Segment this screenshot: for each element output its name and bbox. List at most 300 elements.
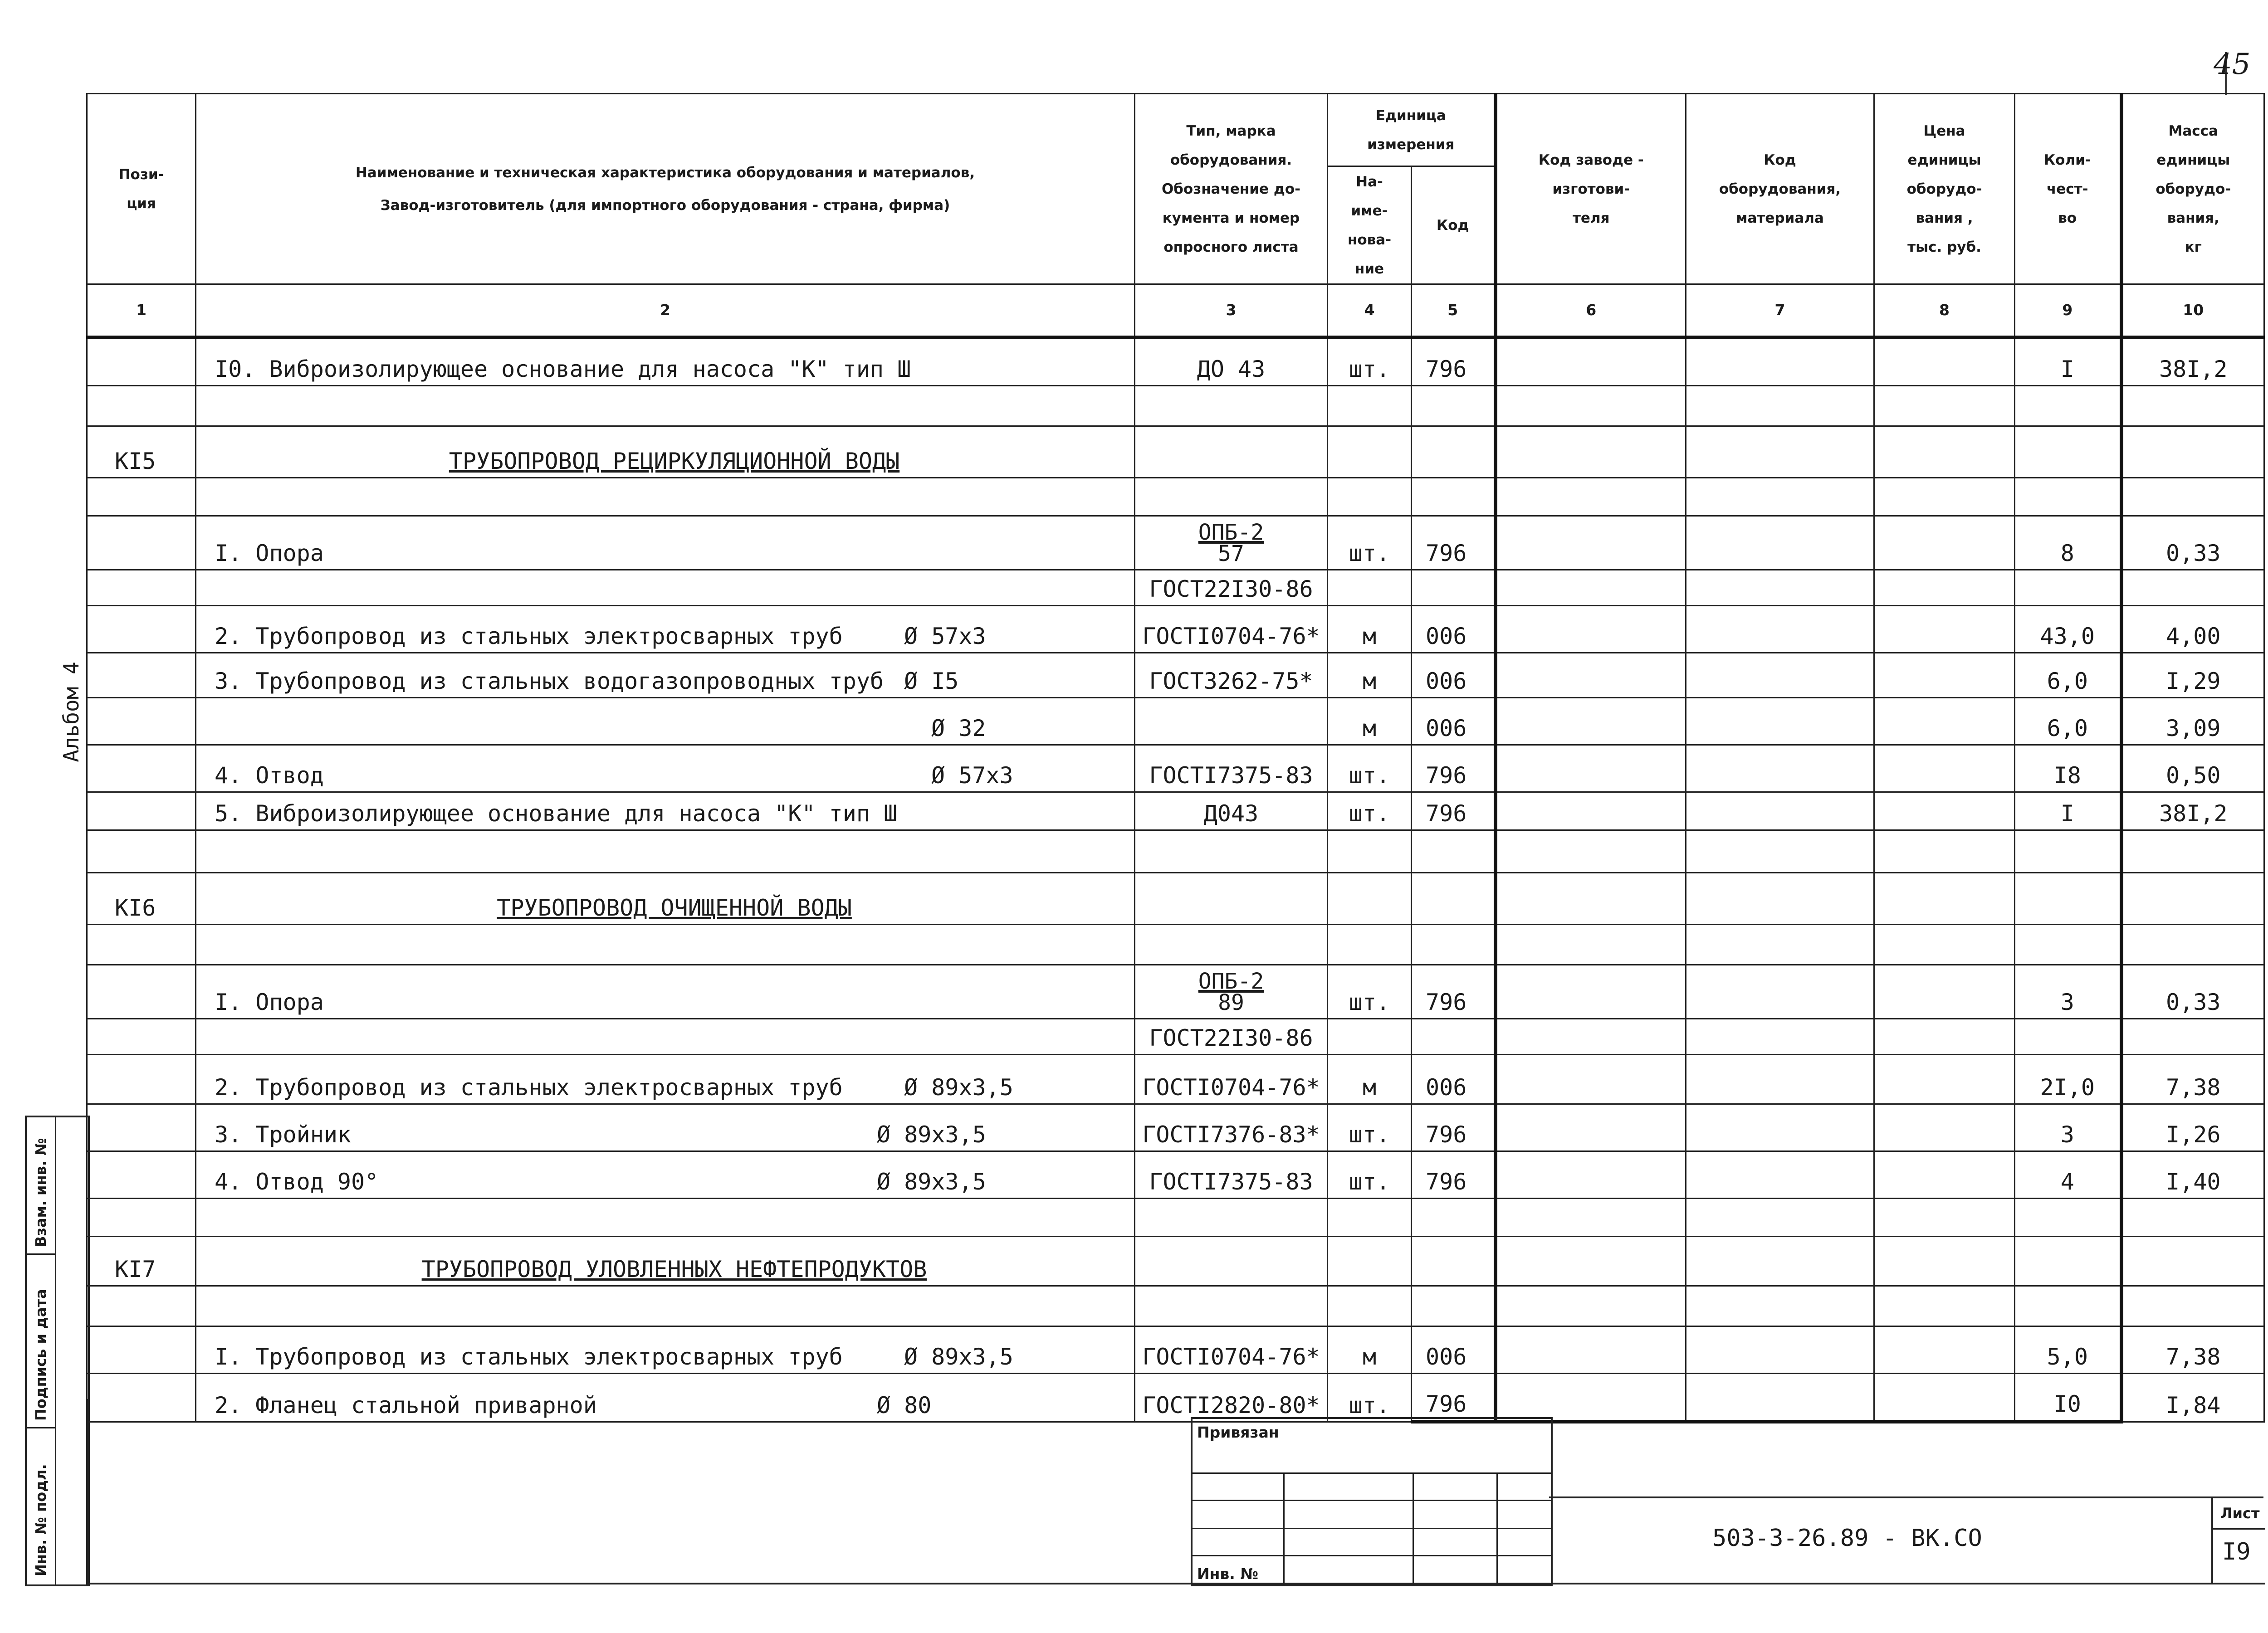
mark-cell: ГОСТI0704-76* <box>1135 1326 1328 1374</box>
position-cell <box>87 1019 196 1055</box>
quantity-cell: 4 <box>2015 1151 2121 1199</box>
maker-code-cell <box>1496 873 1686 925</box>
code-cell: 796 <box>1412 337 1496 386</box>
code-cell: 006 <box>1412 606 1496 653</box>
name-cell <box>196 698 1135 745</box>
mass-cell: 38I,2 <box>2121 337 2264 386</box>
item-name: ТРУБОПРОВОД ОЧИЩЕННОЙ ВОДЫ <box>497 895 852 921</box>
quantity-cell <box>2015 1286 2121 1326</box>
code-cell <box>1412 570 1496 606</box>
quantity-cell: 3 <box>2015 1104 2121 1151</box>
equipment-code-cell <box>1686 1019 1874 1055</box>
mass-cell <box>2121 873 2264 925</box>
maker-code-cell <box>1496 1199 1686 1237</box>
header-unit-mass <box>2121 94 2264 284</box>
column-number: 3 <box>1135 284 1328 338</box>
header-line: Код заводе - <box>1538 151 1644 168</box>
support-mark-fraction <box>1198 522 1264 564</box>
position-cell <box>87 1104 196 1151</box>
maker-code-cell <box>1496 426 1686 478</box>
sheet-box <box>2211 1497 2265 1583</box>
name-cell <box>196 386 1135 426</box>
name-cell <box>196 830 1135 873</box>
quantity-cell <box>2015 386 2121 426</box>
position-cell <box>87 337 196 386</box>
mass-cell: 38I,2 <box>2121 792 2264 830</box>
code-cell: 796 <box>1412 1374 1496 1422</box>
table-body <box>87 337 2264 1422</box>
fraction-numerator: ОПБ-2 <box>1198 969 1264 994</box>
column-number: 10 <box>2121 284 2264 338</box>
mass-cell: 7,38 <box>2121 1326 2264 1374</box>
quantity-cell <box>2015 830 2121 873</box>
quantity-cell: 8 <box>2015 516 2121 570</box>
quantity-cell <box>2015 426 2121 478</box>
position-cell <box>87 965 196 1019</box>
fraction-numerator: ОПБ-2 <box>1198 520 1264 545</box>
mass-cell: 7,38 <box>2121 1055 2264 1104</box>
section-row <box>87 426 2264 478</box>
equipment-code-cell <box>1686 1237 1874 1286</box>
header-unit-name <box>1328 166 1412 284</box>
header-line: измерения <box>1367 136 1455 153</box>
code-cell <box>1412 426 1496 478</box>
section-row <box>87 1237 2264 1286</box>
position-cell: KI7 <box>87 1237 196 1286</box>
header-line: Масса <box>2168 122 2218 139</box>
column-number: 7 <box>1686 284 1874 338</box>
mass-cell: 0,33 <box>2121 965 2264 1019</box>
table-row <box>87 386 2264 426</box>
name-cell <box>196 965 1135 1019</box>
mass-cell <box>2121 426 2264 478</box>
header-line: оборудования. <box>1170 151 1292 168</box>
quantity-cell: 43,0 <box>2015 606 2121 653</box>
price-cell <box>1874 337 2015 386</box>
maker-code-cell <box>1496 1286 1686 1326</box>
header-line: нова- <box>1347 231 1392 248</box>
mark-cell: ГОСТ22I30-86 <box>1135 570 1328 606</box>
side-stamp-signature: Подпись и дата <box>32 1289 49 1421</box>
position-cell: KI5 <box>87 426 196 478</box>
code-cell <box>1412 925 1496 965</box>
page-number: 45 <box>2214 48 2251 81</box>
header-quantity <box>2015 94 2121 284</box>
table-row <box>87 1199 2264 1237</box>
quantity-cell: I0 <box>2015 1374 2121 1422</box>
code-cell <box>1412 1199 1496 1237</box>
diameter-label: Ø 57х3 <box>904 623 986 649</box>
equipment-code-cell <box>1686 1151 1874 1199</box>
equipment-code-cell <box>1686 478 1874 516</box>
price-cell <box>1874 1055 2015 1104</box>
table-row <box>87 478 2264 516</box>
unit-cell: шт. <box>1328 516 1412 570</box>
mark-cell <box>1135 873 1328 925</box>
specification-table <box>86 93 2265 1423</box>
price-cell <box>1874 965 2015 1019</box>
mark-cell <box>1135 1286 1328 1326</box>
mark-cell <box>1135 1237 1328 1286</box>
item-name: ТРУБОПРОВОД УЛОВЛЕННЫХ НЕФТЕПРОДУКТОВ <box>421 1256 927 1282</box>
side-stamp-cell <box>27 1255 55 1428</box>
maker-code-cell <box>1496 830 1686 873</box>
mark-cell: ГОСТI0704-76* <box>1135 606 1328 653</box>
header-line: име- <box>1351 202 1388 219</box>
quantity-cell <box>2015 478 2121 516</box>
unit-cell: шт. <box>1328 1151 1412 1199</box>
mass-cell <box>2121 386 2264 426</box>
code-cell: 796 <box>1412 792 1496 830</box>
binding-label: Привязан <box>1197 1423 1279 1441</box>
maker-code-cell <box>1496 792 1686 830</box>
item-name: I. Опора <box>215 540 324 566</box>
header-line: вания , <box>1916 210 1973 226</box>
maker-code-cell <box>1496 698 1686 745</box>
unit-cell <box>1328 873 1412 925</box>
position-cell <box>87 745 196 792</box>
mass-cell: I,84 <box>2121 1374 2264 1422</box>
unit-cell: м <box>1328 1326 1412 1374</box>
header-line: Пози- <box>118 166 164 183</box>
name-cell <box>196 653 1135 698</box>
header-unit-group <box>1328 94 1496 166</box>
position-cell <box>87 925 196 965</box>
header-position <box>87 94 196 284</box>
position-cell <box>87 1286 196 1326</box>
sheet-number: I9 <box>2222 1538 2251 1565</box>
table-row <box>87 1055 2264 1104</box>
header-line: оборудования, <box>1719 180 1841 197</box>
name-cell <box>196 745 1135 792</box>
name-cell <box>196 1199 1135 1237</box>
header-line: чест- <box>2047 180 2088 197</box>
item-name: 2. Фланец стальной приварной <box>215 1392 597 1419</box>
header-line: изготови- <box>1552 180 1630 197</box>
equipment-code-cell <box>1686 1055 1874 1104</box>
diameter-label: Ø 32 <box>931 715 986 741</box>
name-cell <box>196 606 1135 653</box>
column-number: 8 <box>1874 284 2015 338</box>
mark-cell <box>1135 1199 1328 1237</box>
mass-cell <box>2121 1237 2264 1286</box>
table-row <box>87 516 2264 570</box>
mark-cell: ГОСТ22I30-86 <box>1135 1019 1328 1055</box>
code-cell: 796 <box>1412 516 1496 570</box>
side-stamp-replaces: Взам. инв. № <box>32 1138 49 1247</box>
position-cell <box>87 792 196 830</box>
position-cell <box>87 698 196 745</box>
equipment-code-cell <box>1686 745 1874 792</box>
unit-cell <box>1328 478 1412 516</box>
unit-cell <box>1328 1019 1412 1055</box>
diameter-label: Ø 89х3,5 <box>904 1074 1013 1101</box>
mark-cell: ГОСТI7375-83 <box>1135 745 1328 792</box>
binding-rule <box>1193 1472 1551 1474</box>
binding-rule <box>1496 1474 1498 1584</box>
code-cell: 006 <box>1412 698 1496 745</box>
price-cell <box>1874 698 2015 745</box>
price-cell <box>1874 606 2015 653</box>
position-cell <box>87 570 196 606</box>
position-cell <box>87 386 196 426</box>
quantity-cell: 6,0 <box>2015 653 2121 698</box>
item-name: I0. Виброизолирующее основание для насоса "К" тип Ш <box>215 356 911 382</box>
code-cell <box>1412 1237 1496 1286</box>
mass-cell: 4,00 <box>2121 606 2264 653</box>
price-cell <box>1874 925 2015 965</box>
table-row <box>87 1019 2264 1055</box>
header-line: Цена <box>1923 122 1965 139</box>
maker-code-cell <box>1496 337 1686 386</box>
mark-cell <box>1135 965 1328 1019</box>
equipment-code-cell <box>1686 570 1874 606</box>
header-line: оборудо- <box>1906 180 1982 197</box>
price-cell <box>1874 1019 2015 1055</box>
equipment-code-cell <box>1686 1199 1874 1237</box>
name-cell <box>196 1326 1135 1374</box>
item-name: ТРУБОПРОВОД РЕЦИРКУЛЯЦИОННОЙ ВОДЫ <box>449 448 900 474</box>
quantity-cell <box>2015 873 2121 925</box>
binding-rule <box>1413 1474 1414 1584</box>
item-name: 4. Отвод <box>215 762 324 789</box>
side-stamp-divider <box>55 1117 56 1584</box>
section-title <box>196 1237 1135 1286</box>
quantity-cell: 6,0 <box>2015 698 2121 745</box>
quantity-cell: I <box>2015 337 2121 386</box>
side-stamp-original-inv: Инв. № подл. <box>32 1464 49 1576</box>
header-line: Обозначение до- <box>1161 180 1301 197</box>
price-cell <box>1874 1151 2015 1199</box>
header-line: во <box>2058 210 2077 226</box>
quantity-cell: 3 <box>2015 965 2121 1019</box>
maker-code-cell <box>1496 965 1686 1019</box>
mass-cell: I,29 <box>2121 653 2264 698</box>
position-cell <box>87 1151 196 1199</box>
code-cell <box>1412 873 1496 925</box>
equipment-code-cell <box>1686 386 1874 426</box>
table-row <box>87 792 2264 830</box>
price-cell <box>1874 873 2015 925</box>
unit-cell <box>1328 386 1412 426</box>
table-header <box>87 94 2264 338</box>
item-name: 3. Тройник <box>215 1121 352 1148</box>
code-cell: 796 <box>1412 1151 1496 1199</box>
header-line: Завод-изготовитель (для импортного оборудования - страна, фирма) <box>380 197 950 214</box>
price-cell <box>1874 1237 2015 1286</box>
code-cell <box>1412 386 1496 426</box>
name-cell <box>196 1286 1135 1326</box>
maker-code-cell <box>1496 1055 1686 1104</box>
column-number: 2 <box>196 284 1135 338</box>
table-row <box>87 965 2264 1019</box>
name-cell <box>196 570 1135 606</box>
quantity-cell: I <box>2015 792 2121 830</box>
side-stamp <box>25 1116 90 1586</box>
diameter-label: Ø I5 <box>904 668 959 694</box>
name-cell <box>196 1104 1135 1151</box>
mass-cell: I,26 <box>2121 1104 2264 1151</box>
inventory-label: Инв. № <box>1197 1565 1259 1583</box>
position-cell <box>87 653 196 698</box>
mass-cell: 0,33 <box>2121 516 2264 570</box>
table-row <box>87 1104 2264 1151</box>
side-stamp-cell <box>27 1428 55 1583</box>
table-row <box>87 1151 2264 1199</box>
price-cell <box>1874 653 2015 698</box>
equipment-code-cell <box>1686 792 1874 830</box>
item-name: I. Опора <box>215 989 324 1015</box>
quantity-cell <box>2015 925 2121 965</box>
header-line: кг <box>2185 239 2202 255</box>
position-cell <box>87 606 196 653</box>
header-line: ние <box>1354 260 1384 277</box>
name-cell <box>196 1151 1135 1199</box>
item-name: 2. Трубопровод из стальных электросварных труб <box>215 1074 843 1101</box>
unit-cell: м <box>1328 1055 1412 1104</box>
code-cell: 006 <box>1412 653 1496 698</box>
price-cell <box>1874 386 2015 426</box>
price-cell <box>1874 1104 2015 1151</box>
equipment-code-cell <box>1686 830 1874 873</box>
mass-cell <box>2121 1199 2264 1237</box>
maker-code-cell <box>1496 925 1686 965</box>
equipment-code-cell <box>1686 606 1874 653</box>
header-line: Код <box>1764 151 1796 168</box>
fraction-denominator: 89 <box>1218 990 1244 1015</box>
header-equipment-code <box>1686 94 1874 284</box>
sheet-label: Лист <box>2220 1505 2260 1522</box>
diameter-label: Ø 80 <box>877 1392 932 1419</box>
column-number: 1 <box>87 284 196 338</box>
position-cell <box>87 516 196 570</box>
column-number: 9 <box>2015 284 2121 338</box>
maker-code-cell <box>1496 516 1686 570</box>
unit-cell: шт. <box>1328 792 1412 830</box>
header-unit-code: Код <box>1412 166 1496 284</box>
table-row <box>87 1286 2264 1326</box>
equipment-code-cell <box>1686 1286 1874 1326</box>
price-cell <box>1874 478 2015 516</box>
price-cell <box>1874 516 2015 570</box>
price-cell <box>1874 1199 2015 1237</box>
mark-cell <box>1135 925 1328 965</box>
mark-cell: ГОСТI2820-80* <box>1135 1374 1328 1422</box>
name-cell <box>196 1055 1135 1104</box>
diameter-label: Ø 89хЗ,5 <box>904 1344 1013 1370</box>
mark-cell <box>1135 386 1328 426</box>
quantity-cell <box>2015 570 2121 606</box>
code-cell <box>1412 1019 1496 1055</box>
header-line: тыс. руб. <box>1907 239 1981 255</box>
mass-cell: I,40 <box>2121 1151 2264 1199</box>
unit-cell <box>1328 1237 1412 1286</box>
code-cell: 796 <box>1412 965 1496 1019</box>
unit-cell: м <box>1328 698 1412 745</box>
quantity-cell: 5,0 <box>2015 1326 2121 1374</box>
position-cell <box>87 478 196 516</box>
equipment-code-cell <box>1686 1104 1874 1151</box>
header-type-mark <box>1135 94 1328 284</box>
equipment-code-cell <box>1686 925 1874 965</box>
header-line: единицы <box>2156 151 2230 168</box>
table-row <box>87 1326 2264 1374</box>
unit-cell: шт. <box>1328 1374 1412 1422</box>
header-line: Коли- <box>2043 151 2091 168</box>
unit-cell <box>1328 1199 1412 1237</box>
name-cell <box>196 1019 1135 1055</box>
unit-cell: шт. <box>1328 745 1412 792</box>
mass-cell <box>2121 1019 2264 1055</box>
unit-cell: м <box>1328 606 1412 653</box>
position-cell: KI6 <box>87 873 196 925</box>
table-row <box>87 745 2264 792</box>
table-row <box>87 925 2264 965</box>
name-cell <box>196 516 1135 570</box>
unit-cell: шт. <box>1328 965 1412 1019</box>
position-cell <box>87 1326 196 1374</box>
header-maker-code <box>1496 94 1686 284</box>
unit-cell: шт. <box>1328 337 1412 386</box>
header-line: На- <box>1356 173 1383 190</box>
maker-code-cell <box>1496 1019 1686 1055</box>
name-cell <box>196 337 1135 386</box>
maker-code-cell <box>1496 1237 1686 1286</box>
document-code: 503-3-26.89 - ВК.СО <box>1712 1525 1982 1552</box>
title-block <box>1549 1497 2263 1584</box>
item-name: 4. Отвод 90° <box>215 1169 379 1195</box>
mark-cell <box>1135 698 1328 745</box>
item-name: I. Трубопровод из стальных электросварных труб <box>215 1344 843 1370</box>
code-cell <box>1412 478 1496 516</box>
diameter-label: Ø 89х3,5 <box>877 1169 986 1195</box>
unit-cell <box>1328 1286 1412 1326</box>
quantity-cell: 2I,0 <box>2015 1055 2121 1104</box>
column-number: 5 <box>1412 284 1496 338</box>
quantity-cell <box>2015 1199 2121 1237</box>
header-line: Единица <box>1375 107 1446 124</box>
price-cell <box>1874 1326 2015 1374</box>
equipment-code-cell <box>1686 337 1874 386</box>
mass-cell: 0,50 <box>2121 745 2264 792</box>
position-cell <box>87 1055 196 1104</box>
name-cell <box>196 792 1135 830</box>
mark-cell: ГОСТI7375-83 <box>1135 1151 1328 1199</box>
position-cell <box>87 830 196 873</box>
table-row <box>87 698 2264 745</box>
maker-code-cell <box>1496 1104 1686 1151</box>
mass-cell <box>2121 925 2264 965</box>
section-row <box>87 873 2264 925</box>
name-cell <box>196 478 1135 516</box>
header-name <box>196 94 1135 284</box>
price-cell <box>1874 745 2015 792</box>
mark-cell: ГОСТI7376-83* <box>1135 1104 1328 1151</box>
header-line: вания, <box>2167 210 2219 226</box>
diameter-label: Ø 57х3 <box>931 762 1013 789</box>
mark-cell <box>1135 516 1328 570</box>
section-title <box>196 426 1135 478</box>
support-mark-fraction <box>1198 971 1264 1013</box>
maker-code-cell <box>1496 386 1686 426</box>
quantity-cell: I8 <box>2015 745 2121 792</box>
unit-cell <box>1328 570 1412 606</box>
header-line: Наименование и техническая характеристика оборудования и материалов, <box>355 164 975 181</box>
table-row <box>87 830 2264 873</box>
unit-cell <box>1328 830 1412 873</box>
section-title <box>196 873 1135 925</box>
sheet-rule <box>2213 1528 2265 1530</box>
